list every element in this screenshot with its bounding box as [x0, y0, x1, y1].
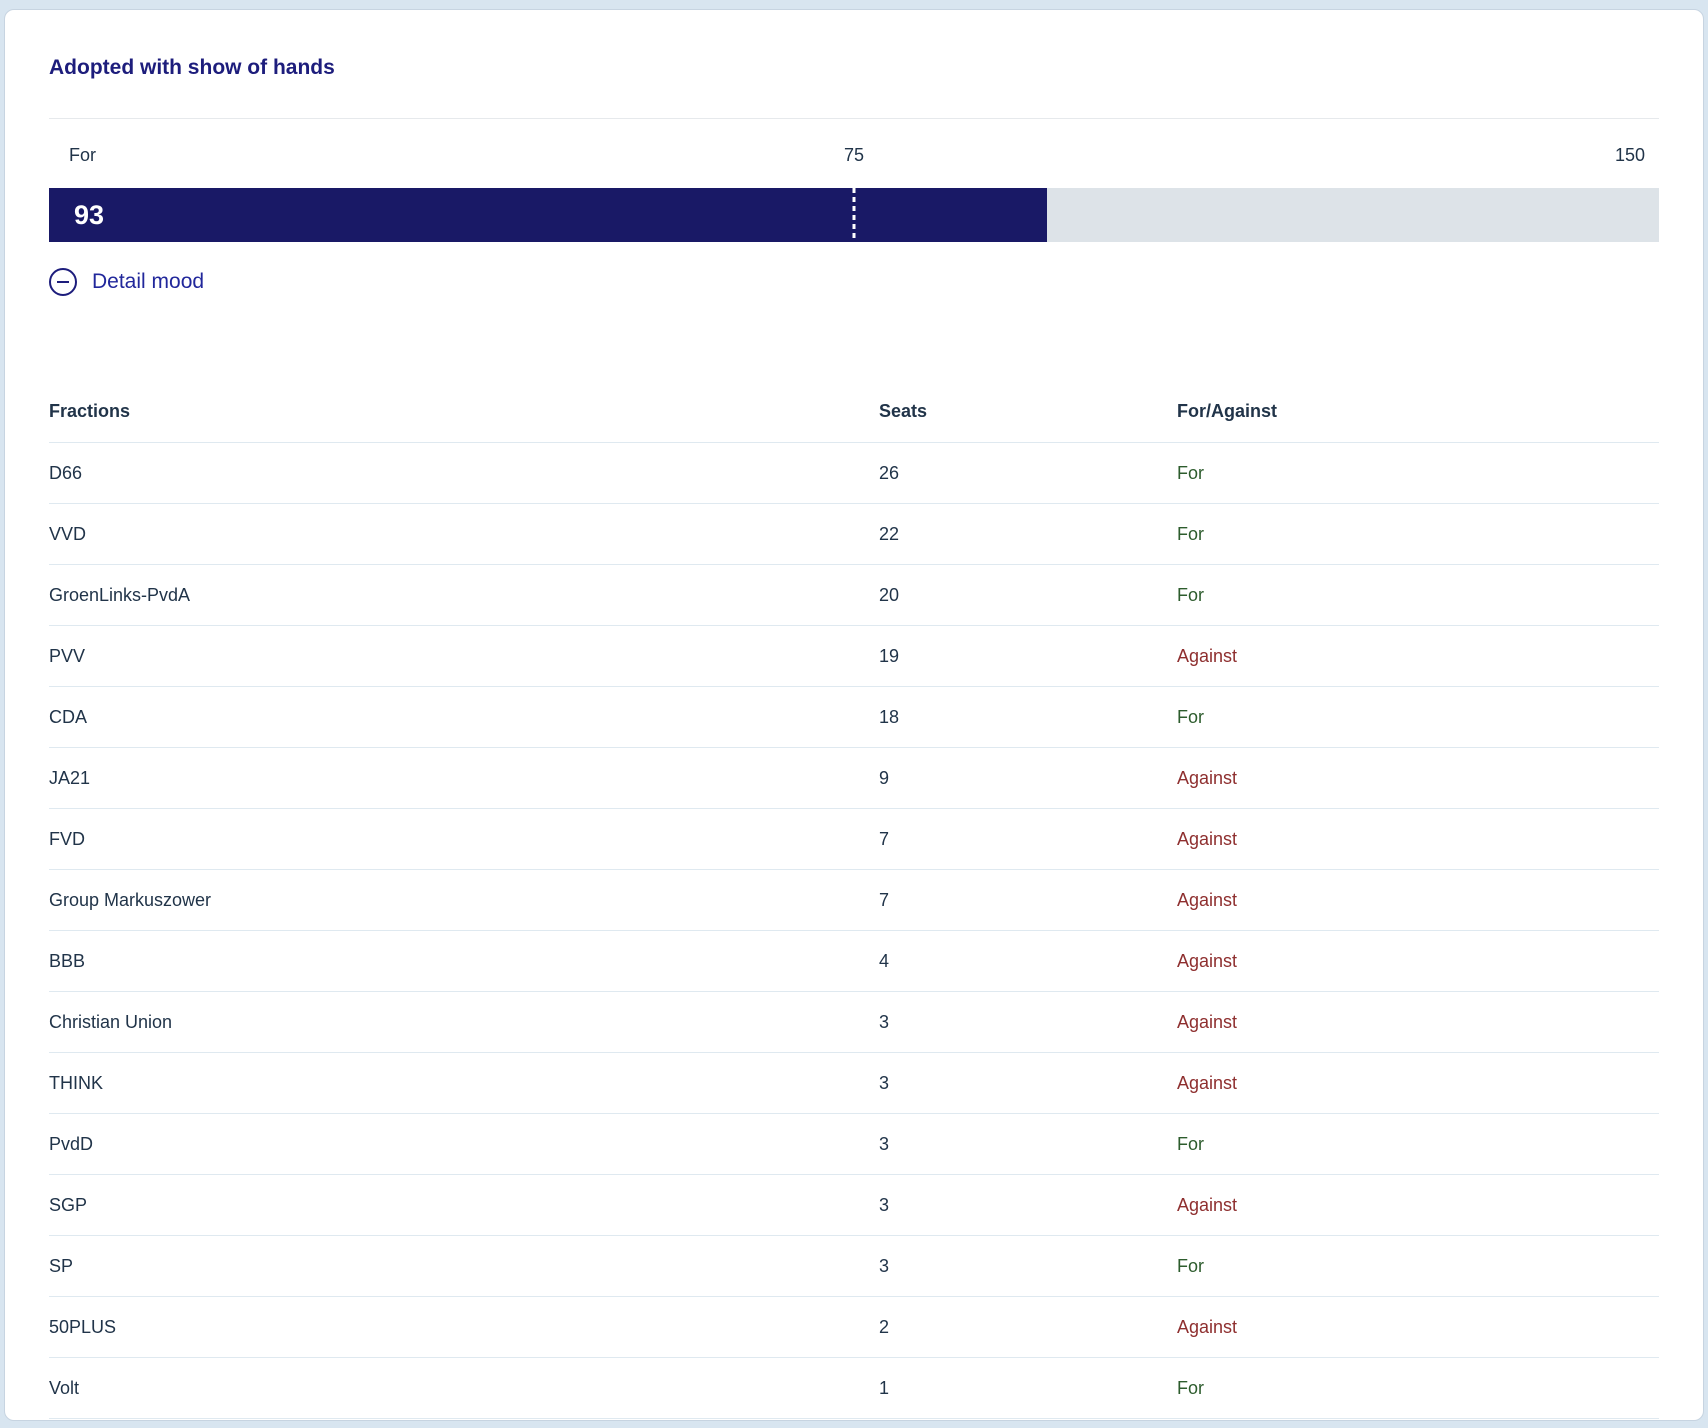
- detail-mood-toggle[interactable]: [49, 268, 204, 296]
- table-row: [49, 1358, 1659, 1419]
- fraction-vote: For: [1177, 1256, 1204, 1276]
- fraction-vote: Against: [1177, 646, 1238, 666]
- fraction-name: GroenLinks-PvdA: [49, 585, 191, 605]
- fraction-vote: For: [1177, 1378, 1204, 1398]
- fraction-seats: 3: [879, 1012, 890, 1032]
- table-row: [49, 748, 1659, 809]
- fraction-vote: For: [1177, 524, 1204, 544]
- vote-bar-side-label: For: [69, 145, 96, 165]
- fraction-name: Christian Union: [49, 1012, 173, 1032]
- card-title: Adopted with show of hands: [49, 56, 335, 79]
- fraction-seats: 2: [879, 1317, 890, 1337]
- fraction-vote: Against: [1177, 1195, 1238, 1215]
- fraction-name: 50PLUS: [49, 1317, 117, 1337]
- fraction-seats: 19: [879, 646, 900, 666]
- table-row: [49, 1175, 1659, 1236]
- vote-bar-fill: [49, 188, 1047, 242]
- table-row: [49, 931, 1659, 992]
- table-row: [49, 1053, 1659, 1114]
- table-row: [49, 504, 1659, 565]
- fraction-name: PVV: [49, 646, 86, 666]
- fraction-vote: For: [1177, 585, 1204, 605]
- fraction-name: SP: [49, 1256, 74, 1276]
- fraction-name: VVD: [49, 524, 87, 544]
- fraction-seats: 20: [879, 585, 900, 605]
- fractions-table-body: [49, 443, 1659, 1419]
- fraction-seats: 22: [879, 524, 900, 544]
- majority-label: 75: [843, 145, 865, 165]
- table-row: [49, 809, 1659, 870]
- fraction-name: JA21: [49, 768, 91, 788]
- fraction-seats: 4: [879, 951, 890, 971]
- table-row: [49, 443, 1659, 504]
- vote-result-card: [4, 9, 1704, 1421]
- fraction-seats: 3: [879, 1134, 890, 1154]
- table-row: [49, 565, 1659, 626]
- fraction-vote: Against: [1177, 1317, 1238, 1337]
- fraction-vote: Against: [1177, 1012, 1238, 1032]
- table-row: [49, 1297, 1659, 1358]
- fraction-vote: For: [1177, 1134, 1204, 1154]
- table-row: [49, 1114, 1659, 1175]
- fraction-name: Volt: [49, 1378, 80, 1398]
- fraction-name: BBB: [49, 951, 86, 971]
- fraction-seats: 18: [879, 707, 900, 727]
- table-row: [49, 1236, 1659, 1297]
- table-row: [49, 687, 1659, 748]
- fraction-vote: Against: [1177, 951, 1238, 971]
- vote-bar-labels: [49, 141, 1659, 169]
- header-fractions: Fractions: [49, 400, 131, 421]
- fraction-seats: 3: [879, 1195, 890, 1215]
- table-row: [49, 992, 1659, 1053]
- fraction-name: CDA: [49, 707, 88, 727]
- vote-bar-track: [49, 188, 1659, 242]
- fraction-name: FVD: [49, 829, 85, 849]
- majority-marker-line: [853, 188, 856, 242]
- fraction-seats: 7: [879, 829, 890, 849]
- title-divider: [49, 118, 1659, 119]
- header-seats: Seats: [879, 400, 928, 421]
- fraction-vote: Against: [1177, 890, 1238, 910]
- minus-circle-icon: [49, 268, 77, 296]
- header-for-against: For/Against: [1177, 400, 1278, 421]
- table-row: [49, 626, 1659, 687]
- detail-mood-label: Detail mood: [92, 270, 205, 293]
- table-row: [49, 870, 1659, 931]
- fraction-vote: Against: [1177, 768, 1238, 788]
- fraction-seats: 26: [879, 463, 900, 483]
- fraction-seats: 3: [879, 1256, 890, 1276]
- fraction-name: PvdD: [49, 1134, 94, 1154]
- fractions-table-header: [49, 379, 1659, 443]
- fraction-vote: Against: [1177, 1073, 1238, 1093]
- fraction-name: Group Markuszower: [49, 890, 212, 910]
- fraction-name: SGP: [49, 1195, 88, 1215]
- fraction-vote: For: [1177, 707, 1204, 727]
- fraction-vote: For: [1177, 463, 1204, 483]
- fraction-seats: 7: [879, 890, 890, 910]
- fraction-seats: 3: [879, 1073, 890, 1093]
- fraction-vote: Against: [1177, 829, 1238, 849]
- fraction-name: THINK: [49, 1073, 103, 1093]
- fraction-seats: 1: [879, 1378, 890, 1398]
- vote-count-value: 93: [74, 199, 105, 230]
- fractions-table: [49, 379, 1659, 1419]
- fraction-seats: 9: [879, 768, 890, 788]
- total-seats-label: 150: [1614, 145, 1645, 165]
- fraction-name: D66: [49, 463, 83, 483]
